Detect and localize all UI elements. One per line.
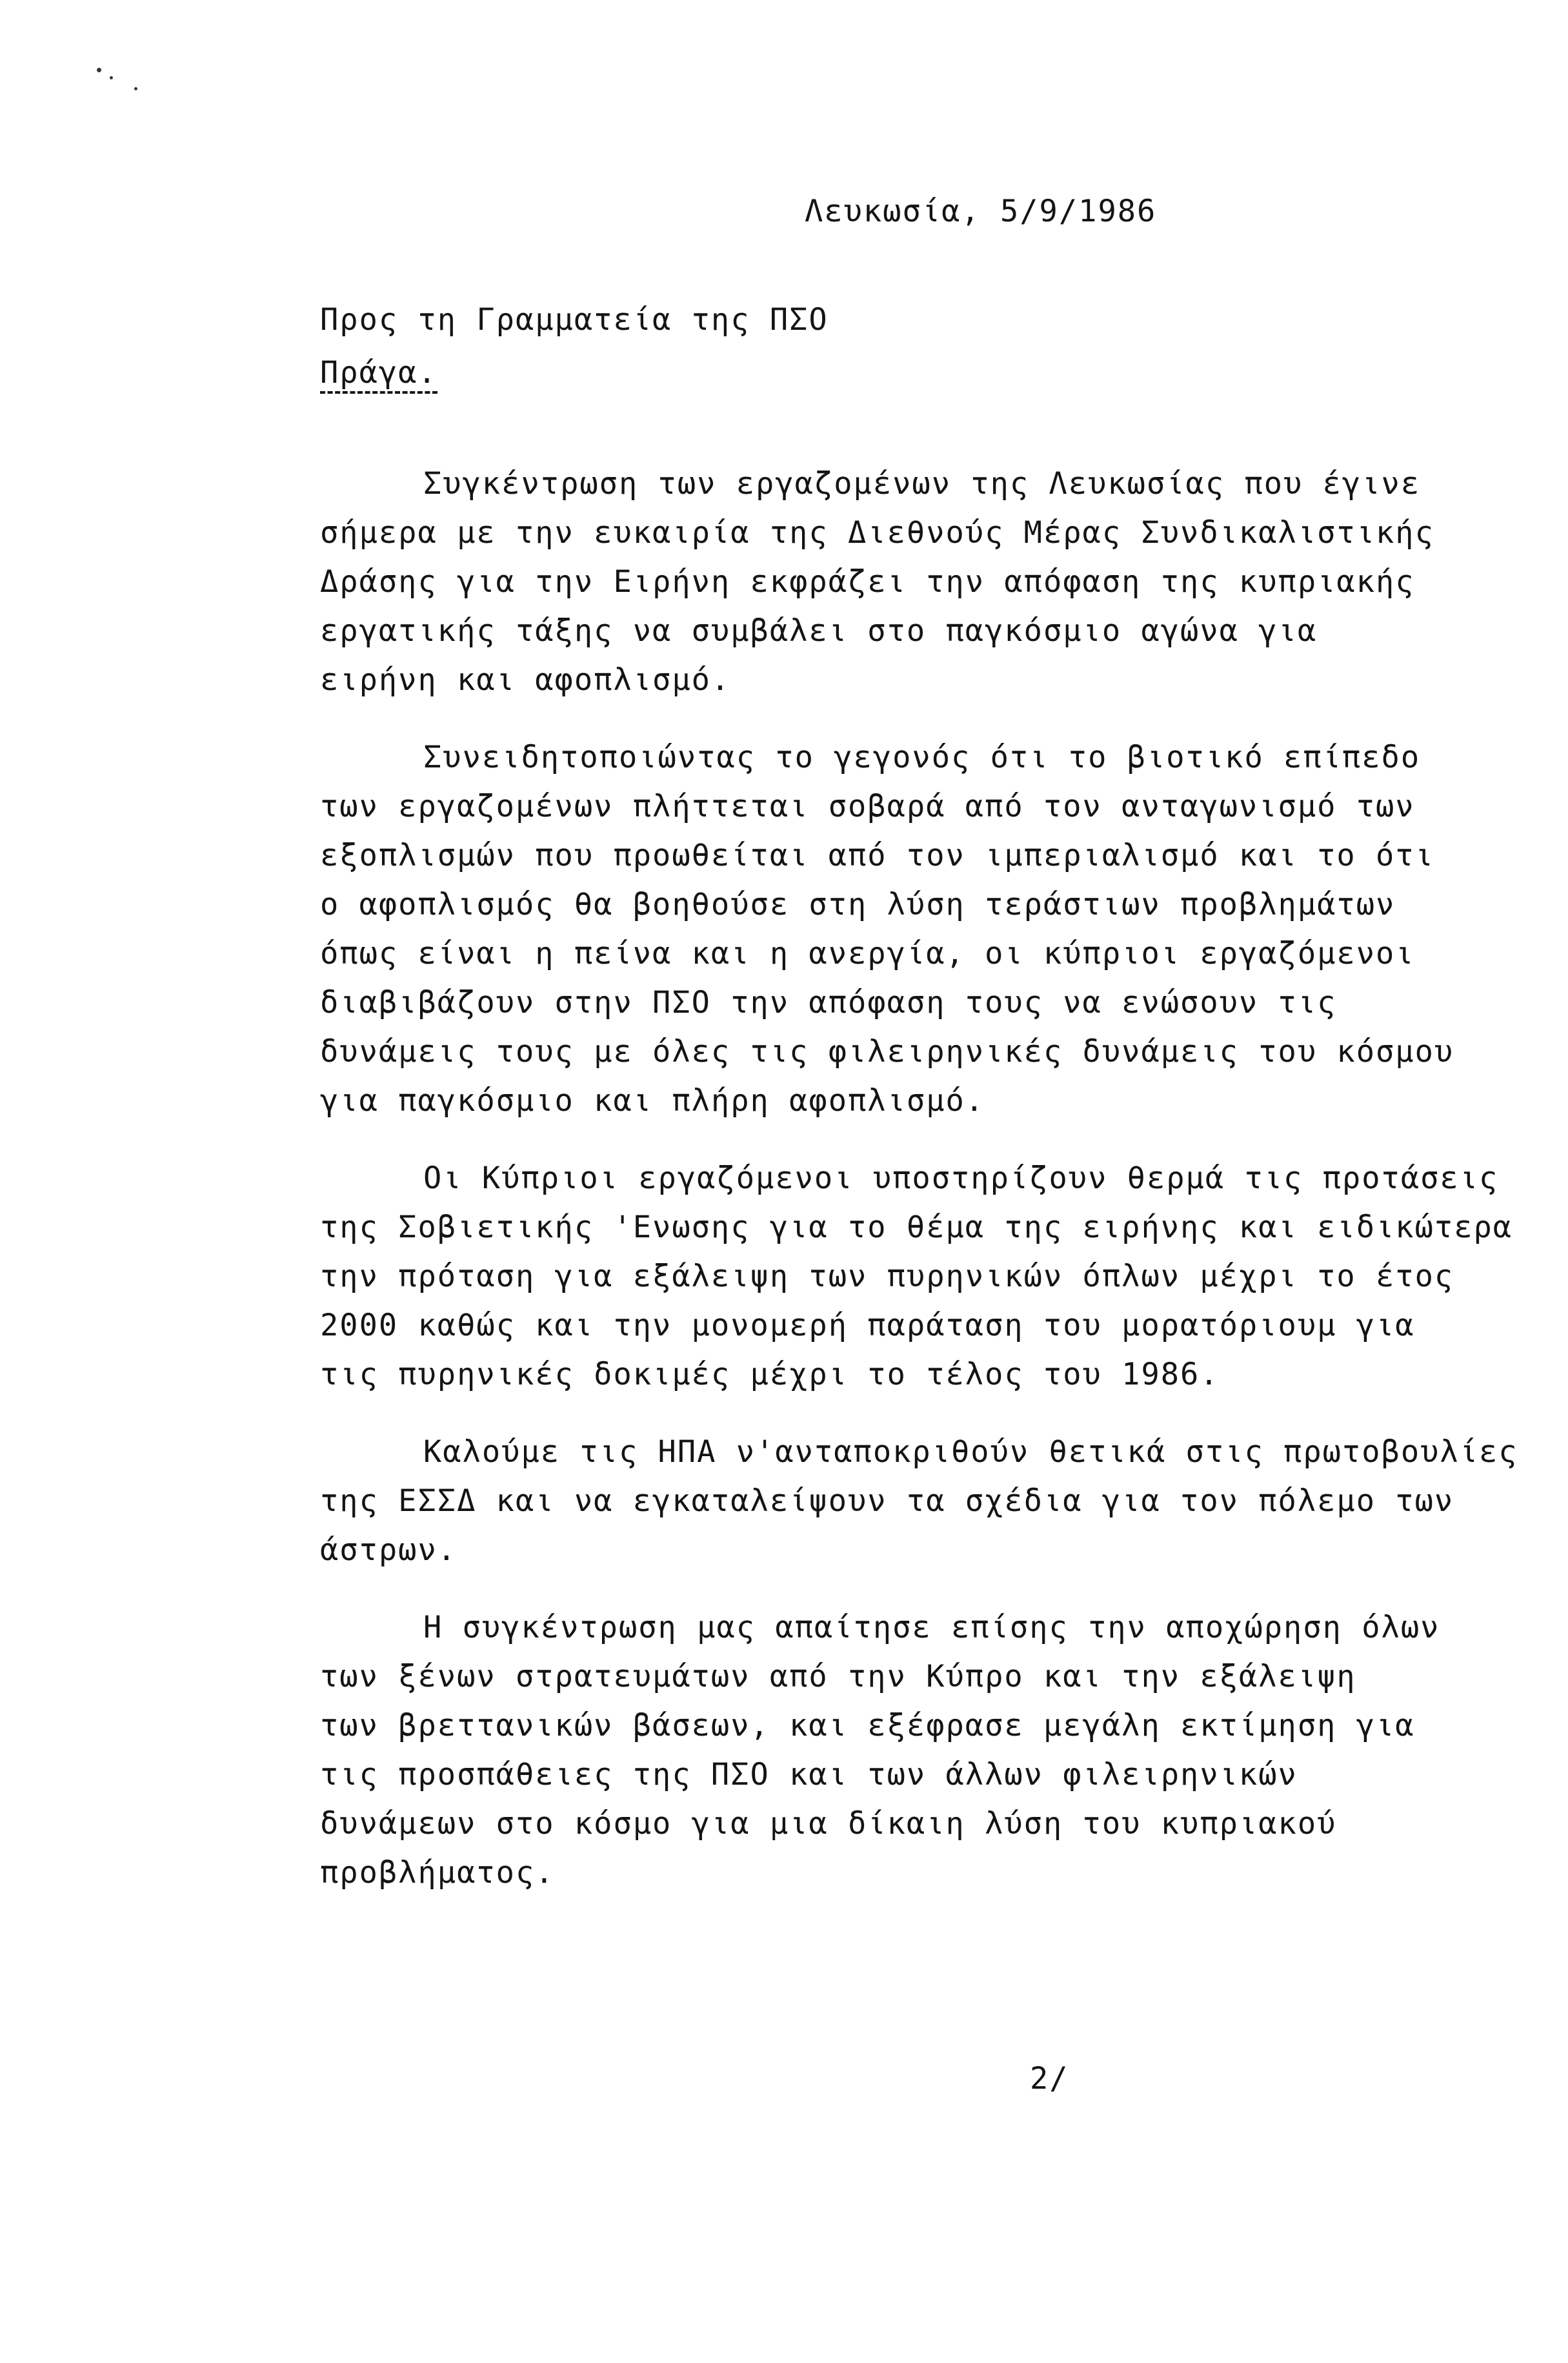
paragraph-line: Οι Κύπριοι εργαζόμενοι υποστηρίζουν θερμά τις προτάσεις bbox=[423, 1161, 1499, 1196]
paragraph-line: διαβιβάζουν στην ΠΣΟ την απόφαση τους να ενώσουν τις bbox=[320, 985, 1337, 1020]
paragraph-line: των εργαζομένων πλήττεται σοβαρά από τον ανταγωνισμό των bbox=[320, 789, 1415, 824]
paragraph-line: 2000 καθώς και την μονομερή παράταση του μορατόριουμ για bbox=[320, 1308, 1415, 1343]
paragraph bbox=[320, 733, 1520, 1126]
paragraph-line: την πρόταση για εξάλειψη των πυρηνικών όπλων μέχρι το έτος bbox=[320, 1259, 1454, 1294]
paragraph-line: τις πυρηνικές δοκιμές μέχρι το τέλος του 1986. bbox=[320, 1357, 1220, 1392]
paragraph-line: σήμερα με την ευκαιρία της Διεθνούς Μέρας Συνδικαλιστικής bbox=[320, 515, 1434, 551]
paragraph-line: των βρεττανικών βάσεων, και εξέφρασε μεγάλη εκτίμηση για bbox=[320, 1708, 1415, 1743]
dateline: Λευκωσία, 5/9/1986 bbox=[805, 194, 1157, 229]
paragraph-line: εργατικής τάξης να συμβάλει στο παγκόσμιο αγώνα για bbox=[320, 613, 1318, 649]
paragraph-line: της Σοβιετικής 'Ενωσης για το θέμα της ειρήνης και ειδικώτερα bbox=[320, 1210, 1513, 1245]
paragraph-line: της ΕΣΣΔ και να εγκαταλείψουν τα σχέδια για τον πόλεμο των bbox=[320, 1483, 1454, 1519]
paragraph-line: Δράσης για την Ειρήνη εκφράζει την απόφαση της κυπριακής bbox=[320, 564, 1415, 600]
recipient-block bbox=[320, 294, 829, 400]
scan-speck bbox=[110, 76, 113, 79]
paragraph-line: δυνάμεων στο κόσμο για μια δίκαιη λύση του κυπριακού bbox=[320, 1806, 1337, 1841]
paragraph bbox=[320, 460, 1520, 705]
paragraph-line: άστρων. bbox=[320, 1532, 457, 1568]
paragraph-line: Η συγκέντρωση μας απαίτησε επίσης την αποχώρηση όλων bbox=[423, 1610, 1440, 1645]
scan-speck bbox=[134, 87, 137, 90]
paragraph-line: για παγκόσμιο και πλήρη αφοπλισμό. bbox=[320, 1083, 985, 1119]
paragraph-line: τις προσπάθειες της ΠΣΟ και των άλλων φιλειρηνικών bbox=[320, 1757, 1298, 1792]
paragraph bbox=[320, 1603, 1520, 1898]
paragraph-line: Συνειδητοποιώντας το γεγονός ότι το βιοτικό επίπεδο bbox=[423, 740, 1421, 775]
recipient-city: Πράγα. bbox=[320, 355, 437, 394]
paragraph bbox=[320, 1428, 1520, 1575]
page-number: 2/ bbox=[1030, 2061, 1069, 2096]
paragraph-line: ειρήνη και αφοπλισμό. bbox=[320, 662, 731, 698]
paragraph bbox=[320, 1154, 1520, 1399]
paragraph-line: Συγκέντρωση των εργαζομένων της Λευκωσίας που έγινε bbox=[423, 466, 1421, 502]
paragraph-line: των ξένων στρατευμάτων από την Κύπρο και την εξάλειψη bbox=[320, 1659, 1356, 1694]
recipient-line: Προς τη Γραμματεία της ΠΣΟ bbox=[320, 302, 829, 338]
paragraph-line: δυνάμεις τους με όλες τις φιλειρηνικές δυνάμεις του κόσμου bbox=[320, 1034, 1454, 1070]
letter-body bbox=[320, 460, 1520, 1926]
paragraph-line: εξοπλισμών που προωθείται από τον ιμπεριαλισμό και το ότι bbox=[320, 838, 1434, 873]
paragraph-line: Καλούμε τις ΗΠΑ ν'ανταποκριθούν θετικά στις πρωτοβουλίες bbox=[423, 1434, 1518, 1470]
paragraph-line: ο αφοπλισμός θα βοηθούσε στη λύση τεράστιων προβλημάτων bbox=[320, 887, 1396, 922]
scan-speck bbox=[97, 68, 101, 72]
paragraph-line: όπως είναι η πείνα και η ανεργία, οι κύπριοι εργαζόμενοι bbox=[320, 936, 1415, 971]
paragraph-line: προβλήματος. bbox=[320, 1855, 555, 1891]
